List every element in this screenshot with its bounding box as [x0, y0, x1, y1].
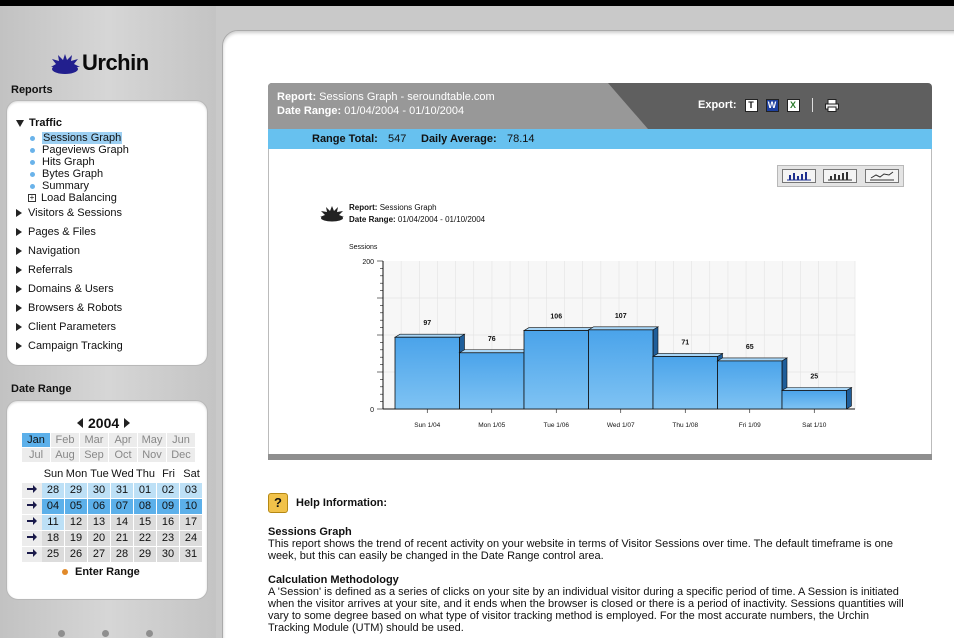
data-label: 106 [550, 313, 563, 321]
y-axis-label: Sessions [349, 244, 378, 251]
column-chart-icon [827, 171, 853, 181]
calendar-day[interactable]: 04 [42, 499, 64, 514]
x-tick-label: Sat 1/10 [802, 422, 827, 429]
day-header: Sat [183, 468, 200, 480]
nav-campaign-tracking[interactable]: Campaign Tracking [16, 340, 123, 352]
collapsed-triangle-icon [16, 247, 22, 255]
nav-pageviews-graph[interactable]: Pageviews Graph [30, 144, 129, 156]
line-chart-icon [869, 171, 895, 181]
calendar-day[interactable]: 12 [65, 515, 87, 530]
bullet-icon [30, 136, 35, 141]
chart-title-block [349, 202, 485, 226]
calendar-day[interactable]: 09 [157, 499, 179, 514]
y-tick-label: 0 [370, 407, 374, 414]
month-may[interactable]: May [138, 433, 166, 447]
calendar-day[interactable]: 17 [180, 515, 202, 530]
month-apr[interactable]: Apr [109, 433, 137, 447]
month-feb[interactable]: Feb [51, 433, 79, 447]
calendar-day[interactable]: 29 [65, 483, 87, 498]
reports-panel [6, 100, 208, 366]
calendar-day[interactable]: 30 [88, 483, 110, 498]
previous-year-icon[interactable] [77, 418, 83, 428]
x-tick-label: Sun 1/04 [414, 422, 441, 429]
daily-average-value: 78.14 [507, 133, 535, 145]
calendar-day[interactable]: 16 [157, 515, 179, 530]
bar [524, 331, 589, 409]
report-name-line: Report: Sessions Graph - seroundtable.com [277, 91, 495, 103]
calendar-day[interactable]: 28 [42, 483, 64, 498]
bullet-icon [30, 160, 35, 165]
help-sessions-text: This report shows the trend of recent activity on your website in terms of Visitor Sessions over time. The default timeframe is one week, but this can easily be changed in the Date Range control area. [268, 538, 894, 562]
urchin-logo[interactable] [50, 46, 149, 80]
x-tick-label: Tue 1/06 [543, 422, 569, 429]
month-sep[interactable]: Sep [80, 448, 108, 462]
export-excel-icon[interactable]: X [787, 99, 800, 112]
help-methodology-text: A 'Session' is defined as a series of clicks on your site by an individual visitor during a specific period of time. A Session is initiated when the visitor arrives at your site, and it ends when the browser is closed or there is a period of inactivity. Sessions quantities will vary to some degree based on what type of visitor tracking method is employed. For the most accurate numbers, the Urchin Tracking Module (UTM) should be used. [268, 586, 904, 634]
calendar-day[interactable]: 19 [65, 531, 87, 546]
chart-burst-icon [319, 204, 345, 222]
daily-average-label: Daily Average: [421, 133, 497, 145]
collapsed-triangle-icon [16, 304, 22, 312]
bar [653, 356, 718, 409]
calendar-day[interactable]: 26 [65, 547, 87, 562]
collapsed-triangle-icon [16, 342, 22, 350]
collapsed-triangle-icon [16, 285, 22, 293]
x-tick-label: Wed 1/07 [606, 422, 635, 429]
month-jul[interactable]: Jul [22, 448, 50, 462]
year-label: 2004 [88, 415, 120, 431]
calendar-day[interactable]: 13 [88, 515, 110, 530]
help-question-icon: ? [268, 493, 288, 513]
day-header: Wed [111, 468, 134, 480]
nav-traffic[interactable]: Traffic [16, 117, 62, 129]
x-tick-label: Mon 1/05 [478, 422, 506, 429]
collapsed-triangle-icon [16, 266, 22, 274]
bar-top [718, 358, 788, 361]
sessions-bar-chart [339, 237, 879, 442]
report-body [268, 149, 932, 454]
bar [460, 353, 525, 409]
select-week-arrow-icon[interactable] [22, 483, 42, 498]
data-label: 71 [681, 339, 690, 347]
select-week-arrow-icon[interactable] [22, 547, 42, 562]
export-text-icon[interactable]: T [745, 99, 758, 112]
chart-date-range: 01/04/2004 - 01/10/2004 [397, 215, 486, 224]
range-total-label: Range Total: [312, 133, 378, 145]
plus-box-icon: + [29, 193, 35, 202]
day-header: Tue [90, 468, 109, 480]
nav-hits-graph[interactable]: Hits Graph [30, 156, 95, 168]
collapsed-triangle-icon [16, 209, 22, 217]
data-label: 25 [810, 373, 819, 381]
range-total-value: 547 [388, 133, 407, 145]
export-word-icon[interactable]: W [766, 99, 779, 112]
print-icon[interactable] [825, 99, 839, 112]
help-section [268, 492, 908, 634]
calendar-day[interactable]: 10 [180, 499, 202, 514]
report-date-line: Date Range: 01/04/2004 - 01/10/2004 [277, 105, 465, 117]
nav-sessions-graph[interactable]: Sessions Graph [30, 132, 122, 144]
report-header [268, 83, 932, 129]
nav-browsers-robots[interactable]: Browsers & Robots [16, 302, 122, 314]
calendar-day[interactable]: 21 [111, 531, 133, 546]
bar-top [653, 353, 723, 356]
report-footer-bar [268, 454, 932, 460]
day-header: Fri [162, 468, 175, 480]
day-header: Sun [43, 468, 64, 480]
bar [395, 337, 460, 409]
column-chart-button[interactable] [823, 169, 857, 183]
bar-chart-icon [786, 171, 812, 181]
chart-report-label: Report: [349, 203, 378, 212]
bullet-icon [30, 184, 35, 189]
enter-range-button[interactable]: Enter Range [62, 566, 140, 578]
month-oct[interactable]: Oct [109, 448, 137, 462]
calendar-day[interactable]: 05 [65, 499, 87, 514]
screw-icon [58, 630, 65, 637]
month-jun[interactable]: Jun [167, 433, 195, 447]
calendar-day[interactable]: 31 [180, 547, 202, 562]
month-grid [22, 433, 195, 462]
bar-top [782, 388, 852, 391]
date-range-heading: Date Range [11, 383, 72, 395]
bar-side [847, 388, 852, 410]
calendar-day[interactable]: 30 [157, 547, 179, 562]
bar-top [395, 334, 465, 337]
calendar-day[interactable]: 23 [157, 531, 179, 546]
calendar-day[interactable]: 08 [134, 499, 156, 514]
nav-pages-files[interactable]: Pages & Files [16, 226, 96, 238]
help-sessions-heading: Sessions Graph [268, 526, 352, 538]
collapsed-triangle-icon [16, 323, 22, 331]
bullet-icon [30, 148, 35, 153]
bar [718, 361, 783, 409]
screw-icon [102, 630, 109, 637]
year-selector [77, 415, 130, 431]
data-label: 76 [487, 335, 496, 343]
data-label: 65 [745, 343, 754, 351]
calendar-day[interactable]: 28 [111, 547, 133, 562]
calendar-day[interactable]: 01 [134, 483, 156, 498]
calendar-day[interactable]: 06 [88, 499, 110, 514]
nav-referrals[interactable]: Referrals [16, 264, 73, 276]
export-toolbar [698, 98, 839, 112]
orange-dot-icon [62, 569, 68, 575]
select-week-arrow-icon[interactable] [22, 499, 42, 514]
screw-icon [146, 630, 153, 637]
brand-name: Urchin [82, 50, 149, 75]
calendar-day[interactable]: 18 [42, 531, 64, 546]
line-chart-button[interactable] [865, 169, 899, 183]
help-methodology-heading: Calculation Methodology [268, 574, 399, 586]
next-year-icon[interactable] [124, 418, 130, 428]
chart-type-toolbar [777, 165, 904, 187]
reports-heading: Reports [11, 84, 53, 96]
calendar-day[interactable]: 24 [180, 531, 202, 546]
chart-date-label: Date Range: [349, 215, 396, 224]
calendar-day[interactable]: 02 [157, 483, 179, 498]
data-label: 107 [614, 312, 627, 320]
calendar-day[interactable]: 14 [111, 515, 133, 530]
export-label: Export: [698, 99, 737, 111]
bar-chart-button[interactable] [782, 169, 816, 183]
day-header: Mon [65, 468, 88, 480]
calendar-day[interactable]: 31 [111, 483, 133, 498]
month-jan[interactable]: Jan [22, 433, 50, 447]
x-tick-label: Thu 1/08 [672, 422, 699, 429]
month-nov[interactable]: Nov [138, 448, 166, 462]
select-week-arrow-icon[interactable] [22, 531, 42, 546]
calendar-day[interactable]: 07 [111, 499, 133, 514]
report-date-range: 01/04/2004 - 01/10/2004 [344, 105, 465, 117]
month-aug[interactable]: Aug [51, 448, 79, 462]
calendar-day[interactable]: 22 [134, 531, 156, 546]
expanded-triangle-icon [16, 120, 24, 127]
calendar-day[interactable]: 29 [134, 547, 156, 562]
bar-top [460, 350, 530, 353]
nav-domains-users[interactable]: Domains & Users [16, 283, 114, 295]
data-label: 97 [423, 320, 432, 328]
calendar-day[interactable]: 03 [180, 483, 202, 498]
calendar-day[interactable]: 27 [88, 547, 110, 562]
select-week-arrow-icon[interactable] [22, 515, 42, 530]
x-tick-label: Fri 1/09 [738, 422, 761, 429]
toolbar-divider [812, 98, 813, 112]
report-name: Sessions Graph - seroundtable.com [319, 91, 495, 103]
nav-navigation[interactable]: Navigation [16, 245, 80, 257]
nav-visitors-sessions[interactable]: Visitors & Sessions [16, 207, 122, 219]
bar-top [524, 328, 594, 331]
calendar-day[interactable]: 25 [42, 547, 64, 562]
calendar-day[interactable]: 15 [134, 515, 156, 530]
month-dec[interactable]: Dec [167, 448, 195, 462]
collapsed-triangle-icon [16, 228, 22, 236]
y-tick-label: 200 [362, 259, 374, 266]
sidebar [0, 6, 216, 638]
nav-load-balancing[interactable]: + Load Balancing [29, 192, 117, 204]
day-grid [22, 467, 203, 562]
range-summary-bar [268, 129, 932, 149]
bar [782, 391, 847, 410]
bar-top [589, 327, 659, 330]
help-title: Help Information: [296, 497, 388, 509]
urchin-burst-icon [50, 50, 80, 76]
calendar-day[interactable]: 20 [88, 531, 110, 546]
month-mar[interactable]: Mar [80, 433, 108, 447]
calendar-day[interactable]: 11 [42, 515, 64, 530]
day-header: Thu [136, 468, 155, 480]
nav-summary[interactable]: Summary [30, 180, 89, 192]
chart-report-name: Sessions Graph [379, 203, 437, 212]
nav-client-parameters[interactable]: Client Parameters [16, 321, 116, 333]
date-range-panel [6, 400, 208, 600]
bar [589, 330, 654, 409]
nav-bytes-graph[interactable]: Bytes Graph [30, 168, 103, 180]
bullet-icon [30, 172, 35, 177]
